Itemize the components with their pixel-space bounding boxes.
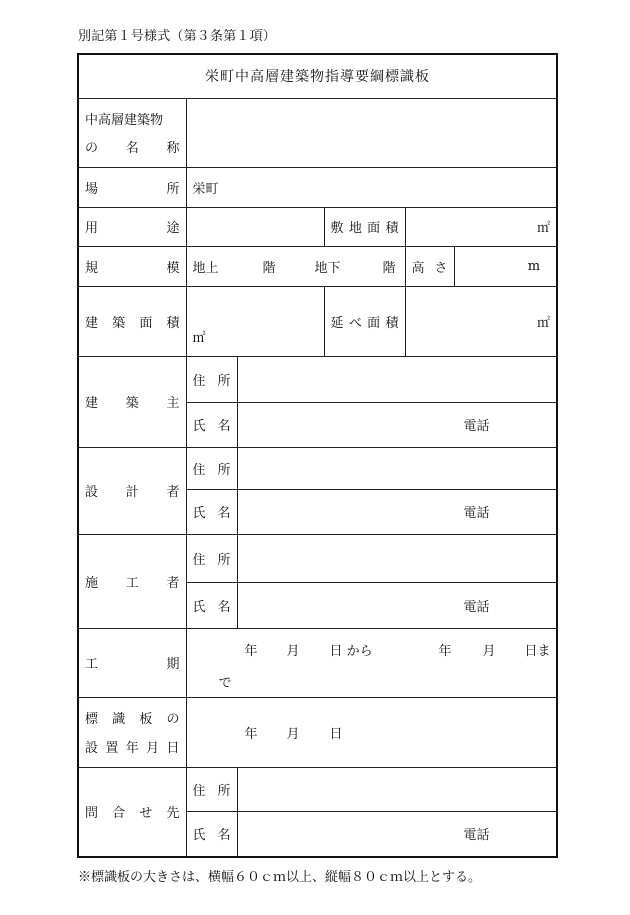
site-area-label: 敷 地 面 積: [324, 207, 405, 246]
builder-label: 施 工 者: [78, 534, 186, 628]
owner-address-field[interactable]: [237, 356, 557, 402]
designer-address-label: 住 所: [186, 447, 237, 489]
building-name-label: 中高層建築物 の 名 称: [78, 98, 186, 167]
sign-board-form: [77, 53, 558, 858]
use-label: 用 途: [78, 207, 186, 246]
location-field[interactable]: 栄町: [186, 167, 557, 207]
period-label: 工 期: [78, 628, 186, 697]
builder-name-field[interactable]: 電話: [237, 582, 557, 628]
owner-label: 建 築 主: [78, 356, 186, 447]
owner-name-label: 氏 名: [186, 402, 237, 447]
designer-name-label: 氏 名: [186, 489, 237, 534]
installed-date-label: 標 識 板 の 設 置 年 月 日: [78, 697, 186, 767]
builder-address-field[interactable]: [237, 534, 557, 582]
floor-area-field[interactable]: ㎡: [405, 286, 557, 356]
form-caption: 別記第１号様式（第３条第１項）: [78, 29, 277, 44]
builder-address-label: 住 所: [186, 534, 237, 582]
owner-address-label: 住 所: [186, 356, 237, 402]
designer-name-field[interactable]: 電話: [237, 489, 557, 534]
owner-name-field[interactable]: 電話: [237, 402, 557, 447]
contact-address-field[interactable]: [237, 767, 557, 811]
contact-name-label: 氏 名: [186, 811, 237, 857]
building-area-label: 建 築 面 積: [78, 286, 186, 356]
form-title: 栄町中高層建築物指導要綱標識板: [78, 54, 557, 98]
site-area-field[interactable]: ㎡: [405, 207, 557, 246]
height-field[interactable]: m: [454, 246, 557, 286]
location-label: 場 所: [78, 167, 186, 207]
contact-name-field[interactable]: 電話: [237, 811, 557, 857]
building-area-field[interactable]: ㎡: [186, 286, 324, 356]
contact-label: 問 合 せ 先: [78, 767, 186, 857]
designer-label: 設 計 者: [78, 447, 186, 534]
designer-address-field[interactable]: [237, 447, 557, 489]
contact-address-label: 住 所: [186, 767, 237, 811]
period-field[interactable]: 年 月 日 から 年 月 日ま で: [186, 628, 557, 697]
building-name-field[interactable]: [186, 98, 557, 167]
installed-date-field[interactable]: 年 月 日: [186, 697, 557, 767]
scale-label: 規 模: [78, 246, 186, 286]
floors-field[interactable]: 地上 階 地下 階: [186, 246, 405, 286]
size-note: ※標識板の大きさは、横幅６０ｃｍ以上、縦幅８０ｃｍ以上とする。: [78, 870, 482, 885]
floor-area-label: 延 べ 面 積: [324, 286, 405, 356]
height-label: 高 さ: [405, 246, 454, 286]
builder-name-label: 氏 名: [186, 582, 237, 628]
use-field[interactable]: [186, 207, 324, 246]
